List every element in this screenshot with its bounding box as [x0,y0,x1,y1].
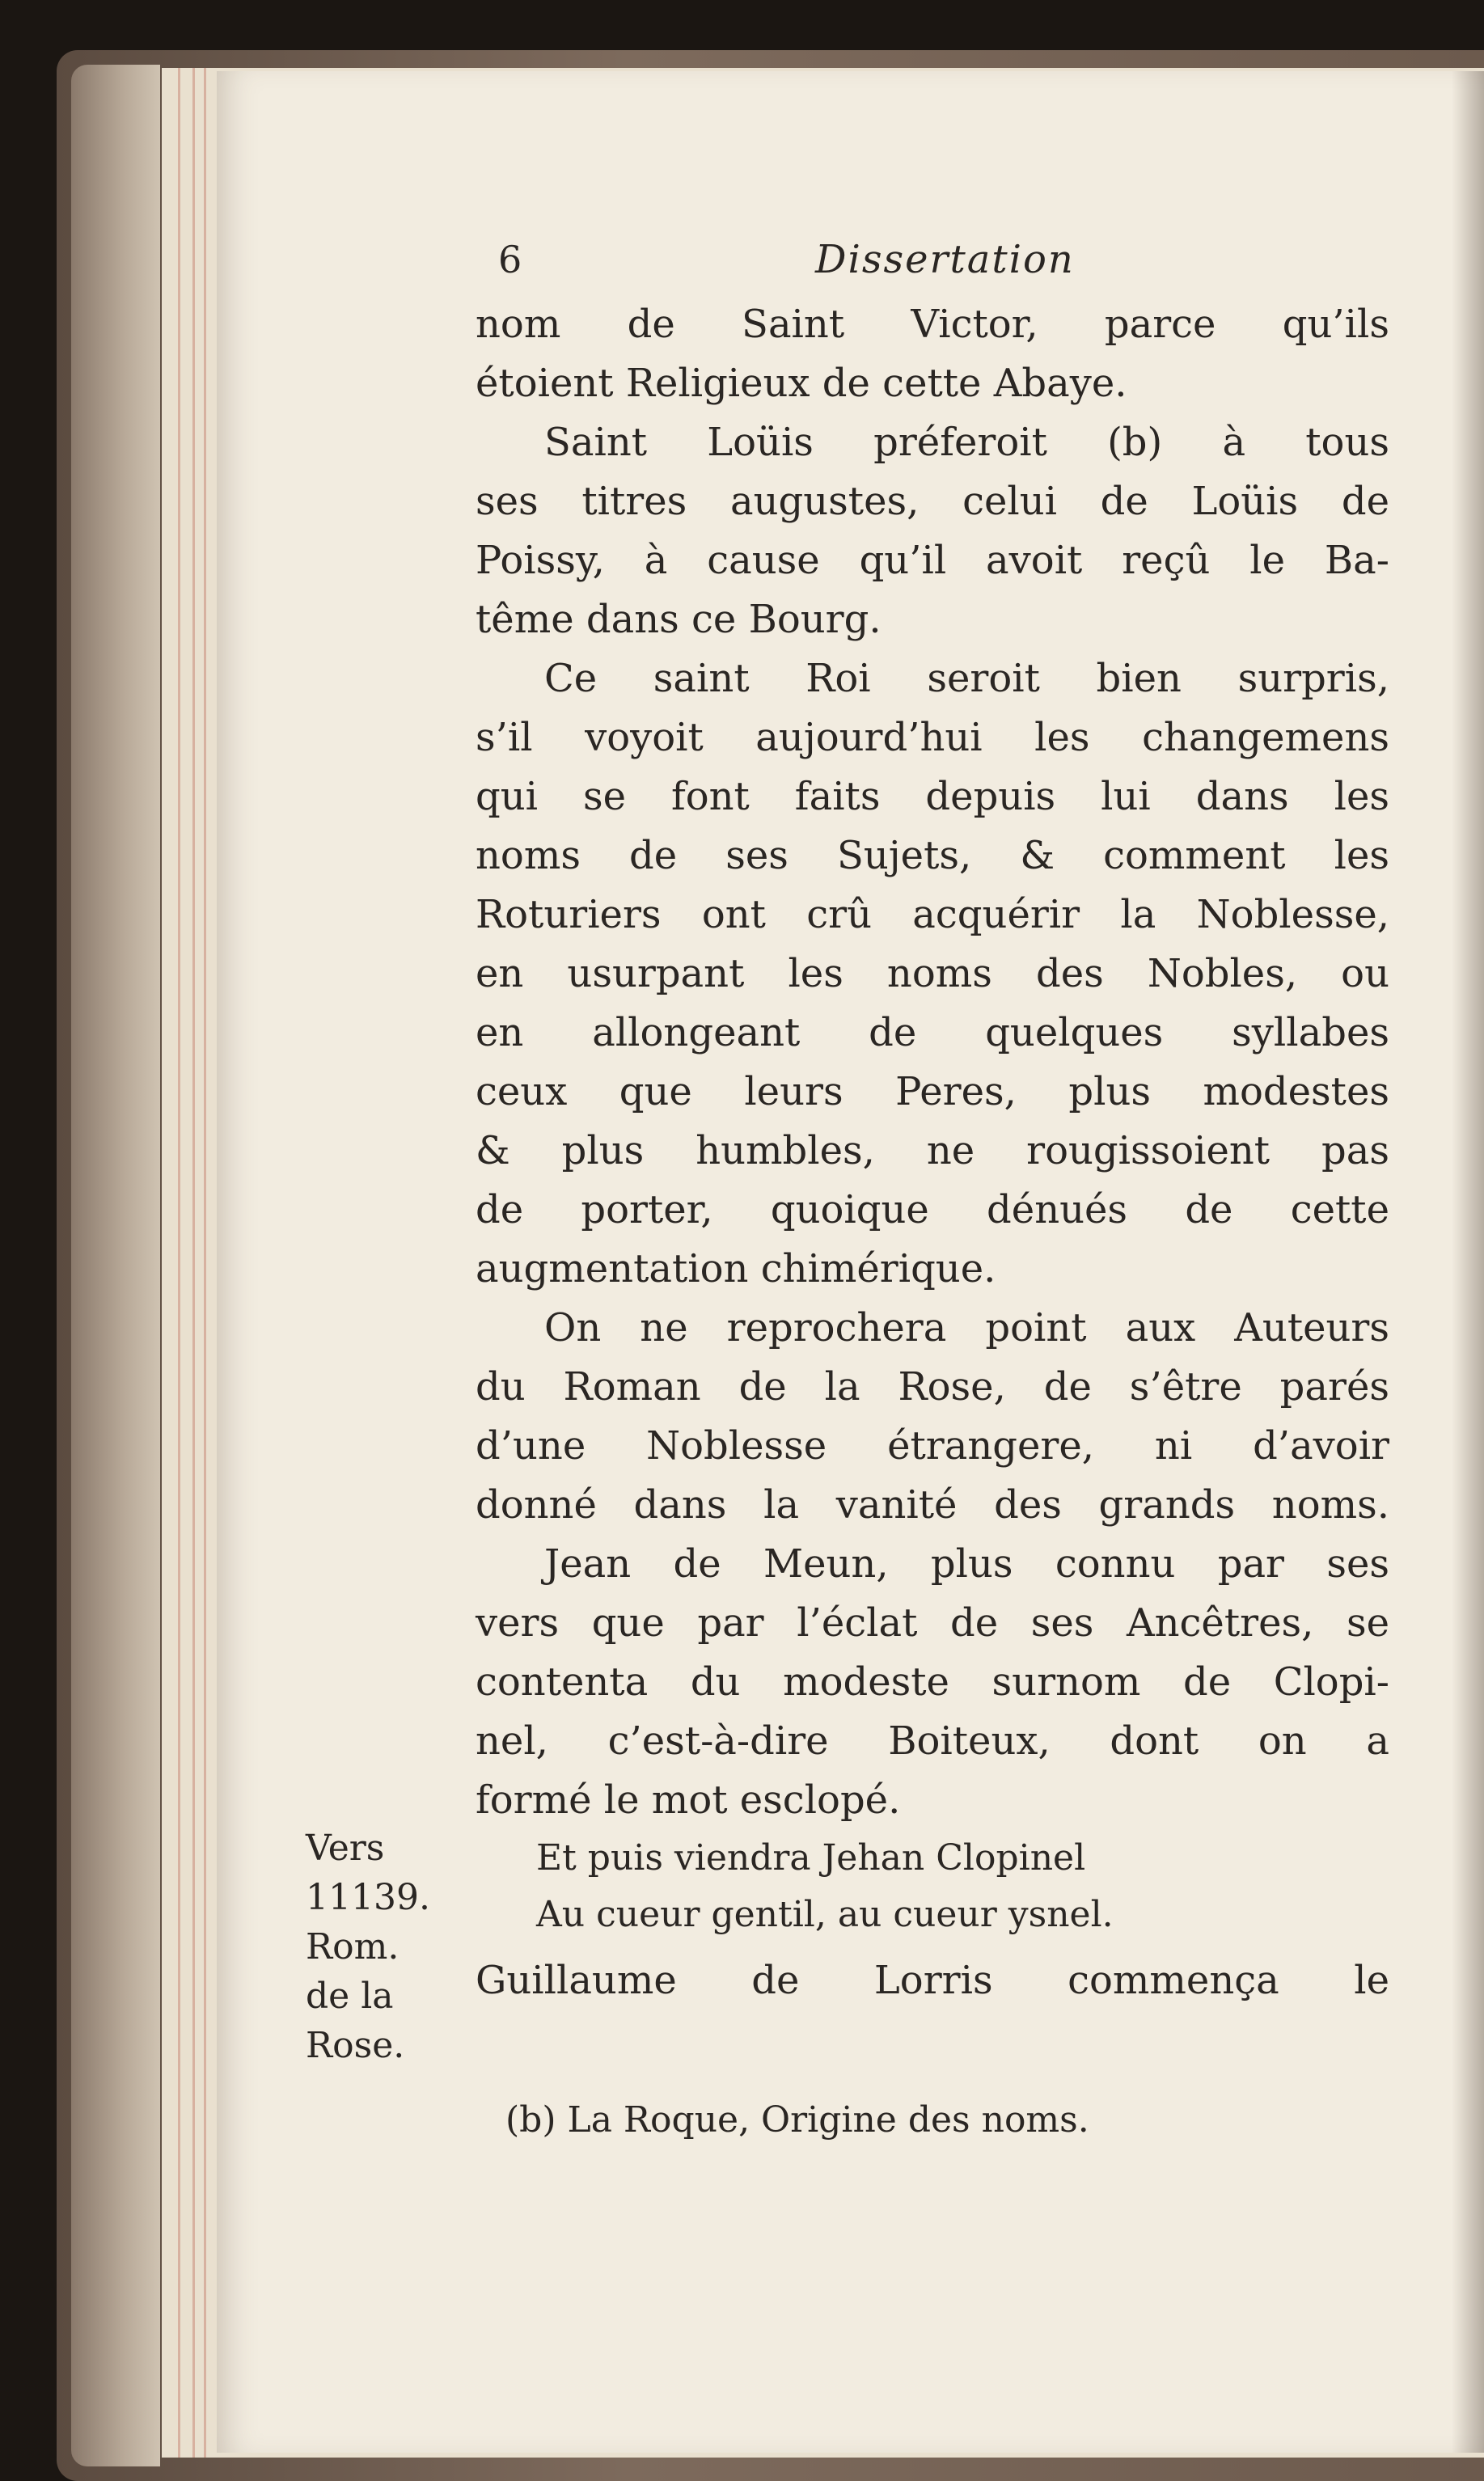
verse-line: Et puis viendra Jehan Clopinel [536,1837,1086,1879]
verse-line: Au cueur gentil, au cueur ysnel. [536,1894,1114,1935]
text-line: étoient Religieux de cette Abaye. [476,361,1127,406]
text-line: qui se font faits depuis lui dans les [476,774,1389,819]
page-gutter [1452,71,1484,2453]
cover-edge [71,65,160,2466]
text-line: Roturiers ont crû acquérir la Noblesse, [476,892,1389,937]
text-line: du Roman de la Rose, de s’être parés [476,1364,1389,1410]
text-line: Ce saint Roi seroit bien surpris, [544,656,1389,701]
text-line: s’il voyoit aujourd’hui les changemens [476,715,1389,760]
text-line: Saint Loüis préferoit (b) à tous [544,420,1389,465]
page-number: 6 [498,238,522,281]
margin-note-line: de la [306,1976,394,2017]
text-line: Poissy, à cause qu’il avoit reçû le Ba- [476,538,1389,583]
text-line: formé le mot esclopé. [476,1777,901,1823]
text-line: vers que par l’éclat de ses Ancêtres, se [476,1600,1389,1646]
text-line: nom de Saint Victor, parce qu’ils [476,302,1389,347]
text-line: Jean de Meun, plus connu par ses [544,1541,1389,1587]
text-line: contenta du modeste surnom de Clopi- [476,1659,1389,1705]
text-line: en usurpant les noms des Nobles, ou [476,951,1389,996]
text-line: Guillaume de Lorris commença le [476,1958,1389,2003]
text-line: augmentation chimérique. [476,1246,996,1291]
page-text [476,230,1389,2010]
page-header [476,230,1389,295]
margin-note-line: Rose. [306,2025,405,2066]
text-line: ses titres augustes, celui de Loüis de [476,479,1389,524]
text-line: On ne reprochera point aux Auteurs [544,1305,1389,1350]
margin-note-line: 11139. [306,1877,430,1918]
text-line: d’une Noblesse étrangere, ni d’avoir [476,1423,1389,1469]
text-line: ceux que leurs Peres, plus modestes [476,1069,1389,1114]
running-title: Dissertation [815,237,1075,282]
text-line: donné dans la vanité des grands noms. [476,1482,1389,1528]
text-line: noms de ses Sujets, & comment les [476,833,1389,878]
footnote: (b) La Roque, Origine des noms. [505,2099,1089,2141]
margin-note [306,1824,435,2070]
margin-note-line: Rom. [306,1926,400,1967]
text-line: en allongeant de quelques syllabes [476,1010,1389,1055]
text-line: tême dans ce Bourg. [476,597,882,642]
text-line: nel, c’est-à-dire Boiteux, dont on a [476,1718,1389,1764]
text-line: de porter, quoique dénués de cette [476,1187,1389,1232]
text-line: & plus humbles, ne rougissoient pas [476,1128,1389,1173]
margin-note-line: Vers [306,1828,385,1869]
